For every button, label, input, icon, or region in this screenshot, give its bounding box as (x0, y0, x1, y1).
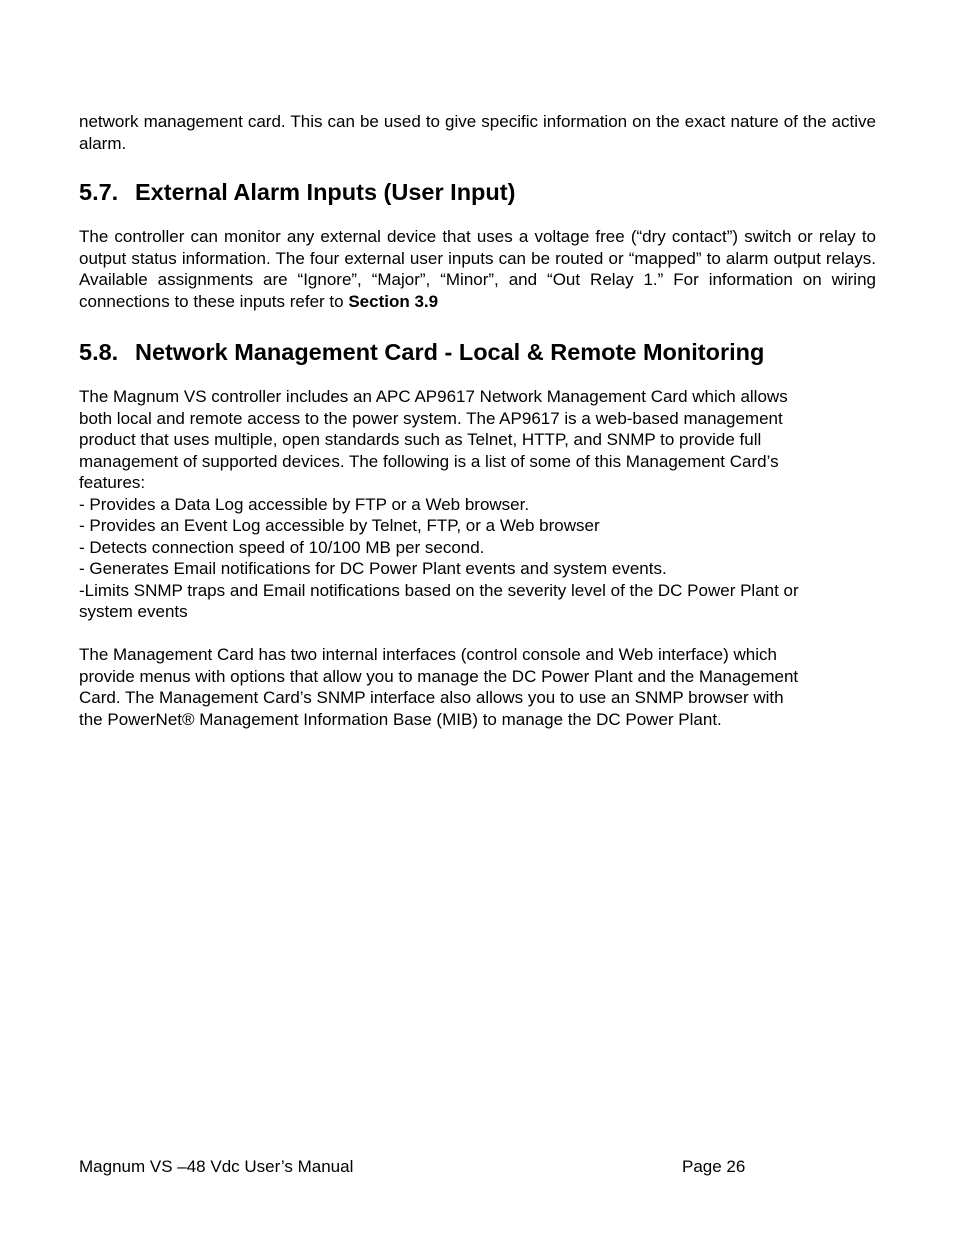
list-item: - Provides an Event Log accessible by Telnet, FTP, or a Web browser (79, 516, 600, 535)
text-line: both local and remote access to the power system. The AP9617 is a web-based management (79, 408, 783, 428)
section-title: Network Management Card - Local & Remote Monitoring (135, 339, 765, 365)
section-number: 5.7. (79, 179, 119, 205)
list-item: - Generates Email notifications for DC Power Plant events and system events. (79, 559, 667, 578)
text-line: product that uses multiple, open standards such as Telnet, HTTP, and SNMP to provide full (79, 430, 762, 449)
section-5-7-body (79, 226, 876, 312)
feature-list (79, 494, 876, 623)
section-5-7-text: The controller can monitor any external device that uses a voltage free (“dry contact”) switch or relay to output status information. The four external user inputs can be routed or “mapped” to alarm output relays. Available assignments are “Ignore”, “Major”, “Minor”, and “Out Relay 1.” For information on wiring connections to these inputs refer to (79, 227, 876, 311)
section-5-8-closing (79, 644, 876, 730)
section-number: 5.8. (79, 339, 119, 365)
text-line: The Magnum VS controller includes an APC AP9617 Network Management Card which allows (79, 387, 788, 406)
footer-page-number: Page 26 (682, 1157, 746, 1176)
list-item: -Limits SNMP traps and Email notifications based on the severity level of the DC Power Plant or (79, 580, 799, 600)
text-line: the PowerNet® Management Information Base (MIB) to manage the DC Power Plant. (79, 709, 722, 729)
text-line: features: (79, 473, 146, 492)
section-heading-5-8 (79, 338, 876, 366)
text-line: The Management Card has two internal interfaces (control console and Web interface) which (79, 645, 777, 664)
intro-paragraph: network management card. This can be used to give specific information on the exact nature of the active alarm. (79, 112, 876, 153)
section-5-8-intro (79, 386, 876, 494)
list-item: - Detects connection speed of 10/100 MB per second. (79, 537, 485, 557)
footer-manual-title: Magnum VS –48 Vdc User’s Manual (79, 1157, 354, 1176)
text-line: management of supported devices. The following is a list of some of this Management Card’s (79, 451, 779, 471)
list-item: system events (79, 602, 188, 621)
list-item: - Provides a Data Log accessible by FTP or a Web browser. (79, 494, 530, 514)
section-heading-5-7 (79, 178, 876, 206)
section-title: External Alarm Inputs (User Input) (135, 179, 516, 205)
section-reference: Section 3.9 (348, 291, 439, 311)
text-line: provide menus with options that allow you to manage the DC Power Plant and the Management (79, 666, 799, 686)
text-line: Card. The Management Card’s SNMP interface also allows you to use an SNMP browser with (79, 688, 784, 707)
document-page (79, 111, 876, 730)
